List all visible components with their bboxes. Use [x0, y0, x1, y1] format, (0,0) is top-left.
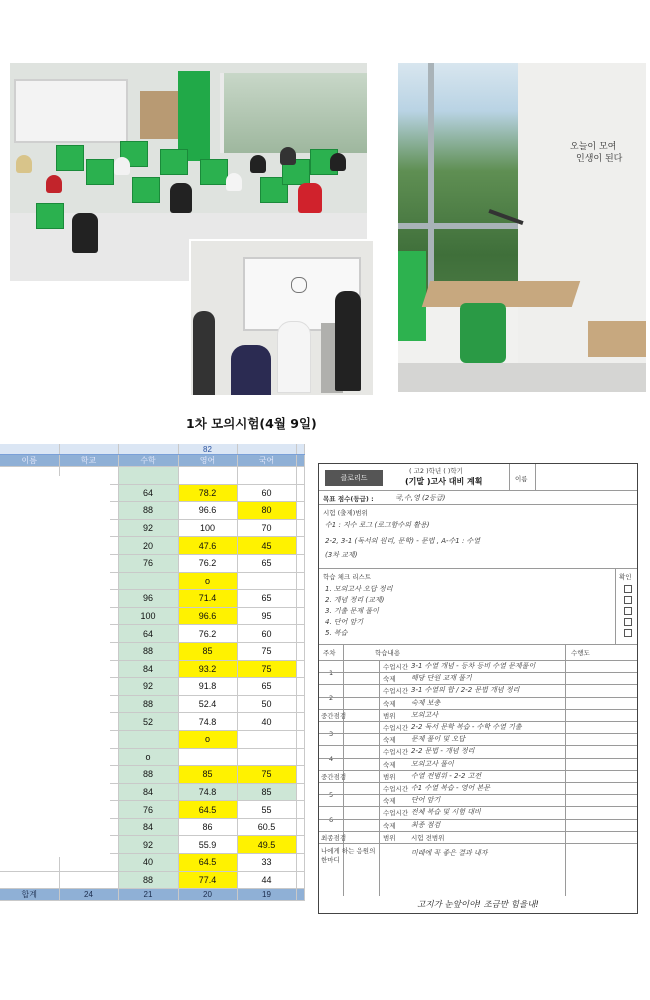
week-number: 4	[329, 754, 334, 763]
english-score-cell: 86	[178, 818, 237, 836]
extra-cell	[296, 801, 304, 819]
extra-cell	[296, 502, 304, 520]
english-score-cell: 74.8	[178, 783, 237, 801]
table-footer-cell	[296, 889, 304, 901]
table-footer-cell: 21	[118, 889, 178, 901]
math-score-cell: 64	[118, 484, 178, 502]
week-class-content: 3-1 수열 개념 - 등차 등비 수열 문제풀이	[411, 662, 536, 670]
extra-cell	[296, 730, 304, 748]
table-header-cell: 수학	[118, 455, 178, 467]
homework-label: 숙제	[383, 699, 396, 708]
class-time-label: 수업시간	[383, 687, 409, 696]
english-score-cell: 85	[178, 642, 237, 660]
english-score-cell	[178, 467, 237, 485]
study-plan-form	[318, 463, 638, 914]
study-room-window-photo	[398, 63, 646, 392]
week-number: 1	[329, 669, 334, 678]
korean-score-cell: 49.5	[237, 836, 296, 854]
math-score-cell: 76	[118, 554, 178, 572]
extra-cell	[296, 484, 304, 502]
math-score-cell: 92	[118, 519, 178, 537]
checklist-checkbox[interactable]	[624, 618, 632, 626]
english-score-cell: 77.4	[178, 871, 237, 889]
korean-score-cell: 33	[237, 854, 296, 872]
table-header-cell: 이름	[0, 455, 59, 467]
extra-cell	[296, 519, 304, 537]
english-score-cell: 52.4	[178, 695, 237, 713]
table-footer-cell: 19	[237, 889, 296, 901]
korean-score-cell: 75	[237, 660, 296, 678]
math-score-cell: 92	[118, 678, 178, 696]
table-footer-row	[0, 889, 304, 901]
math-score-cell: 40	[118, 854, 178, 872]
extra-cell	[296, 783, 304, 801]
extra-cell	[296, 572, 304, 590]
checkpoint-label: 중간점검	[321, 711, 347, 720]
korean-score-cell: 75	[237, 766, 296, 784]
table-header-cell: 학교	[59, 455, 118, 467]
math-score-cell: 88	[118, 871, 178, 889]
korean-score-cell: 65	[237, 678, 296, 696]
korean-score-cell: 75	[237, 642, 296, 660]
math-score-cell	[118, 467, 178, 485]
english-score-cell: o	[178, 730, 237, 748]
english-score-cell: 85	[178, 766, 237, 784]
extra-cell	[296, 713, 304, 731]
extra-cell	[296, 467, 304, 485]
checkpoint-range-value: 모의고사	[411, 710, 439, 719]
week-number: 2	[329, 693, 334, 702]
range-line3: (3차 교재)	[325, 551, 358, 559]
wall-quote-line1: 오늘이 모여	[570, 142, 617, 152]
math-score-cell: 92	[118, 836, 178, 854]
checklist-checkbox[interactable]	[624, 585, 632, 593]
checklist-checkbox[interactable]	[624, 607, 632, 615]
korean-score-cell: 95	[237, 607, 296, 625]
homework-label: 숙제	[383, 821, 396, 830]
korean-score-cell	[237, 467, 296, 485]
extra-cell	[296, 678, 304, 696]
table-header-cell: 영어	[178, 455, 237, 467]
checkpoint-range-label: 범위	[383, 711, 396, 720]
english-score-cell: 78.2	[178, 484, 237, 502]
korean-score-cell: 60	[237, 625, 296, 643]
checkpoint-range-label: 범위	[383, 772, 396, 781]
homework-label: 숙제	[383, 675, 396, 684]
week-number: 6	[329, 815, 334, 824]
math-score-cell: 88	[118, 502, 178, 520]
redacted-names	[0, 476, 110, 857]
checklist-checkbox[interactable]	[624, 596, 632, 604]
table-row	[0, 871, 304, 889]
class-time-label: 수업시간	[383, 809, 409, 818]
week-homework: 문제 풀이 및 오답	[411, 735, 466, 744]
extra-cell	[296, 836, 304, 854]
plan-motto: 고지가 눈앞이야! 조금만 힘을내!	[417, 900, 539, 910]
checklist-item: 3. 기출 문제 풀이	[325, 607, 379, 615]
week-class-content: 2-2 독서 문학 복습 - 수학 수열 기출	[411, 723, 522, 731]
korean-score-cell: 50	[237, 695, 296, 713]
math-score-cell: 96	[118, 590, 178, 608]
table-header-cell: 국어	[237, 455, 296, 467]
korean-score-cell: 85	[237, 783, 296, 801]
week-homework: 숙제 보충	[411, 698, 441, 707]
week-homework: 모의고사 풀이	[411, 759, 454, 768]
table-header-row	[0, 455, 304, 467]
checklist-item: 4. 단어 암기	[325, 618, 364, 626]
table-footer-cell: 24	[59, 889, 118, 901]
table-top-cell	[59, 444, 118, 455]
korean-score-cell: 60	[237, 484, 296, 502]
checklist-title: 학습 체크 리스트	[323, 573, 372, 581]
korean-score-cell: 65	[237, 554, 296, 572]
english-score-cell: 76.2	[178, 554, 237, 572]
checkpoint-label: 중간점검	[321, 772, 347, 781]
class-time-label: 수업시간	[383, 724, 409, 732]
week-header: 주차	[323, 649, 336, 657]
cheer-value: 미래에 꼭 좋은 결과 내자	[411, 849, 488, 857]
math-score-cell: 88	[118, 642, 178, 660]
extra-cell	[296, 695, 304, 713]
plan-name-label: 이름	[515, 475, 528, 483]
korean-score-cell	[237, 730, 296, 748]
range-line1: 수1 : 지수 로그 (로그함수의 활용)	[325, 521, 430, 529]
korean-score-cell: 55	[237, 801, 296, 819]
table-top-cell	[237, 444, 296, 455]
table-top-cell	[296, 444, 304, 455]
english-score-cell: 64.5	[178, 801, 237, 819]
english-score-cell: 71.4	[178, 590, 237, 608]
week-homework: 최종 점검	[411, 820, 441, 829]
math-score-cell: 52	[118, 713, 178, 731]
final-range-value: 시험 전범위	[411, 833, 445, 842]
final-check-label: 최종점검	[321, 833, 347, 842]
range-line2: 2-2, 3-1 (독서의 원리, 문학) - 문법 , A-수1 : 수열	[325, 537, 481, 545]
week-class-content: 전체 복습 및 시험 대비	[411, 808, 481, 817]
table-top-row	[0, 444, 304, 455]
week-class-content: 3-1 수열의 합 / 2-2 문법 개념 정리	[411, 686, 520, 695]
week-homework: 해당 단원 교재 풀기	[411, 674, 472, 683]
week-number: 3	[329, 730, 334, 739]
week-homework: 단어 암기	[411, 796, 441, 805]
math-score-cell	[118, 572, 178, 590]
math-score-cell: 100	[118, 607, 178, 625]
korean-score-cell: 45	[237, 537, 296, 555]
checklist-confirm: 확인	[619, 573, 632, 581]
table-footer-cell: 합계	[0, 889, 59, 901]
math-score-cell: 88	[118, 766, 178, 784]
checkpoint-range-value: 수열 전범위 - 2-2 고전	[411, 771, 482, 780]
english-score-cell	[178, 748, 237, 766]
plan-title: (기말 )고사 대비 계획	[405, 477, 483, 486]
table-top-cell	[0, 444, 59, 455]
table-footer-cell: 20	[178, 889, 237, 901]
class-time-label: 수업시간	[383, 748, 409, 757]
math-score-cell: 84	[118, 783, 178, 801]
extra-cell	[296, 537, 304, 555]
week-class-content: 수1 수열 복습 - 영어 본문	[411, 784, 490, 792]
english-score-cell: 64.5	[178, 854, 237, 872]
extra-cell	[296, 554, 304, 572]
checklist-item: 5. 복습	[325, 629, 348, 637]
homework-label: 숙제	[383, 760, 396, 769]
table-header-cell	[296, 455, 304, 467]
korean-score-cell: 44	[237, 871, 296, 889]
wall-quote-line2: 인생이 된다	[576, 154, 623, 164]
name-cell	[0, 871, 59, 889]
cheer-label: 나에게 하는 응원의 한마디	[321, 847, 376, 864]
english-score-cell: o	[178, 572, 237, 590]
korean-score-cell: 65	[237, 590, 296, 608]
english-score-cell: 96.6	[178, 607, 237, 625]
math-score-cell: 20	[118, 537, 178, 555]
korean-score-cell	[237, 572, 296, 590]
math-score-cell	[118, 730, 178, 748]
progress-header: 수행도	[571, 649, 590, 657]
homework-label: 숙제	[383, 797, 396, 806]
extra-cell	[296, 854, 304, 872]
class-time-label: 수업시간	[383, 663, 409, 671]
english-score-cell: 76.2	[178, 625, 237, 643]
english-score-cell: 93.2	[178, 660, 237, 678]
week-class-content: 2-2 문법 - 개념 정리	[411, 747, 475, 756]
math-score-cell: o	[118, 748, 178, 766]
week-number: 5	[329, 791, 334, 800]
math-score-cell: 84	[118, 660, 178, 678]
english-score-cell: 55.9	[178, 836, 237, 854]
plan-grade-line: ( 고2 )학년 ( )학기	[409, 467, 463, 475]
homework-label: 숙제	[383, 736, 396, 745]
checklist-checkbox[interactable]	[624, 629, 632, 637]
checklist-item: 1. 모의고사 오답 정리	[325, 585, 393, 593]
extra-cell	[296, 625, 304, 643]
korean-score-cell	[237, 748, 296, 766]
range-label: 시험 (출제)범위	[323, 509, 368, 517]
table-top-cell	[118, 444, 178, 455]
extra-cell	[296, 642, 304, 660]
exam-title: 1차 모의시험(4월 9일)	[186, 416, 317, 431]
lecture-photo	[189, 239, 373, 395]
korean-score-cell: 80	[237, 502, 296, 520]
class-time-label: 수업시간	[383, 785, 409, 793]
korean-score-cell: 70	[237, 519, 296, 537]
korean-score-cell: 60.5	[237, 818, 296, 836]
extra-cell	[296, 607, 304, 625]
final-range-label: 범위	[383, 833, 396, 842]
goal-value: 국,수,영 (2등급)	[395, 494, 446, 502]
math-score-cell: 76	[118, 801, 178, 819]
plan-logo: 클로리드	[325, 470, 383, 486]
english-score-cell: 47.6	[178, 537, 237, 555]
extra-cell	[296, 818, 304, 836]
goal-label: 목표 점수(등급) :	[323, 495, 374, 503]
english-score-cell: 96.6	[178, 502, 237, 520]
extra-cell	[296, 590, 304, 608]
school-cell	[59, 871, 118, 889]
extra-cell	[296, 748, 304, 766]
checklist-item: 2. 개념 정리 (교재)	[325, 596, 385, 604]
extra-cell	[296, 660, 304, 678]
math-score-cell: 84	[118, 818, 178, 836]
english-score-cell: 74.8	[178, 713, 237, 731]
math-score-cell: 88	[118, 695, 178, 713]
content-header: 학습내용	[375, 649, 401, 657]
korean-score-cell: 40	[237, 713, 296, 731]
extra-cell	[296, 871, 304, 889]
math-score-cell: 64	[118, 625, 178, 643]
english-score-cell: 100	[178, 519, 237, 537]
extra-cell	[296, 766, 304, 784]
english-score-cell: 91.8	[178, 678, 237, 696]
table-top-cell: 82	[178, 444, 237, 455]
